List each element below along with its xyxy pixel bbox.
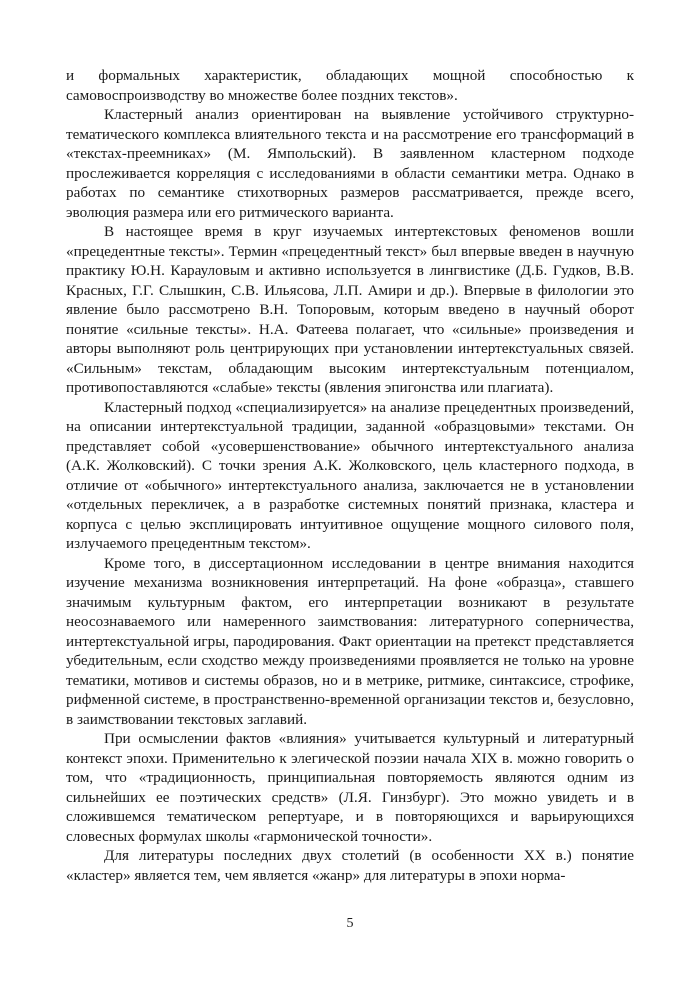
paragraph-cluster-analysis: Кластерный анализ ориентирован на выявление устойчивого структурно-тематического комплекса влиятельного текста и на рассмотрение его трансформаций в «текстах-преемниках» (М. Ямпольский). В заявленном кластерном подходе прослеживается корреляция с исследованиями в области семантики метра. Однако в работах по семантике стихотворных размеров рассматривается, прежде всего, эволюция размера или его ритмического варианта.: [66, 106, 634, 221]
page-number: 5: [346, 916, 354, 931]
paragraph-precedent-texts: В настоящее время в круг изучаемых интертекстовых феноменов вошли «прецедентные тексты». Термин «прецедентный текст» был впервые введен в научную практику Ю.Н. Карауловым и активно используется в лингвистике (Д.Б. Гудков, В.В. Красных, Г.Г. Слышкин, С.В. Ильясова, Л.П. Амири и др.). Впервые в филологии это явление было рассмотрено В.Н. Топоровым, которым введено в научный оборот понятие «сильные тексты». Н.А. Фатеева полагает, что «сильные» произведения и авторы выполняют роль центрирующих при установлении интертекстуальных связей. «Сильным» текстам, обладающим высоким интертекстуальным потенциалом, противопоставляются «слабые» тексты (явления эпигонства или плагиата).: [66, 223, 634, 396]
paragraph-influence: При осмыслении фактов «влияния» учитывается культурный и литературный контекст эпохи. Применительно к элегической поэзии начала XIX в. можно говорить о том, что «традиционность, принципиальная повторяемость являются одним из сильнейших ее поэтических средств» (Л.Я. Гинзбург). Это можно увидеть и в сложившемся тематическом репертуаре, и в повторяющихся и варьирующихся словесных формулах школы «гармонической точности».: [66, 730, 634, 845]
paragraph-cluster-approach: Кластерный подход «специализируется» на анализе прецедентных произведений, на описании интертекстуальной традиции, заданной «образцовыми» текстами. Он представляет собой «усовершенствование» обычного интертекстуального анализа (А.К. Жолковский). С точки зрения А.К. Жолковского, цель кластерного подхода, в отличие от «обычного» интертекстуального анализа, заключается не в установлении «отдельных перекличек, а в разработке системных понятий признака, кластера и корпуса с целью эксплицировать интуитивное ощущение мощного силового поля, излучаемого прецедентным текстом».: [66, 398, 634, 552]
body-text: [66, 66, 634, 885]
paragraph-continuation: и формальных характеристик, обладающих мощной способностью к самовоспроизводству во множестве более поздних текстов».: [66, 67, 634, 104]
paragraph-interpretations: Кроме того, в диссертационном исследовании в центре внимания находится изучение механизма возникновения интерпретаций. На фоне «образца», ставшего значимым культурным фактом, его интерпретации возникают в результате неосознаваемого или намеренного заимствования: литературного соперничества, интертекстуальной игры, пародирования. Факт ориентации на претекст представляется убедительным, если сходство между произведениями проявляется не только на уровне тематики, мотивов и системы образов, но и в метрике, ритмике, синтаксисе, строфике, рифменной системе, в пространственно-временной организации текстов и, безусловно, в заимствовании текстовых заглавий.: [66, 554, 634, 728]
paragraph-literature: Для литературы последних двух столетий (в особенности XX в.) понятие «кластер» является тем, чем является «жанр» для литературы в эпохи норма-: [66, 847, 634, 884]
